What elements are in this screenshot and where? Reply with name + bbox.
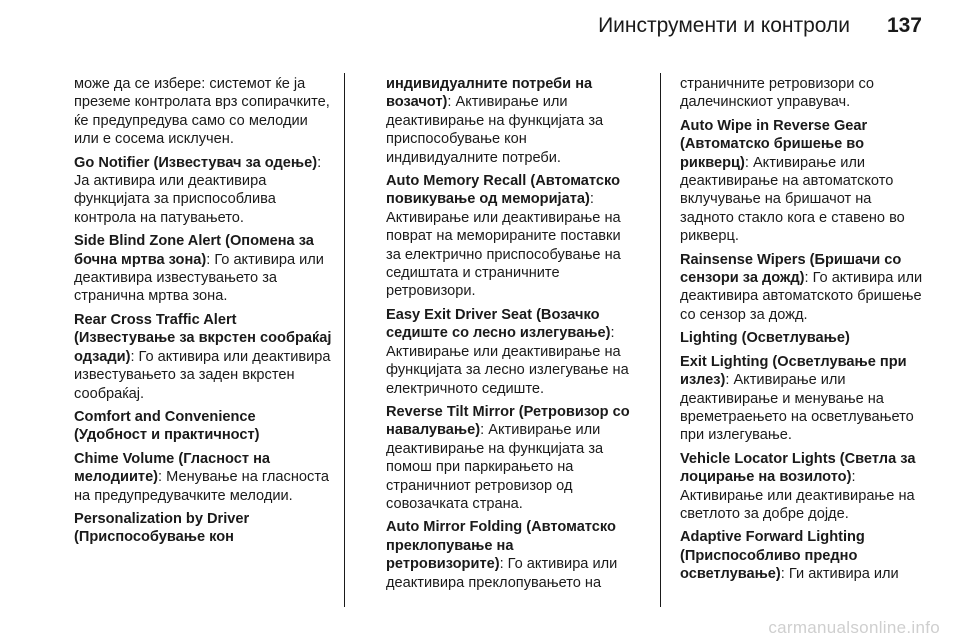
term: Adaptive Forward Lighting (Приспособливо предно осветлување) (680, 529, 865, 583)
description: : Ги активира или (780, 566, 899, 583)
term: Auto Memory Recall (Автоматско повикување од меморијата) (386, 173, 621, 208)
description: : Активирање или деактивирање на поврат на меморираните поставки за електрично приспособување на седиштата и страничните ретровизори. (386, 191, 621, 300)
watermark: carmanualsonline.info (768, 618, 940, 637)
text-column-2 (386, 75, 634, 610)
page-header (0, 0, 960, 56)
description: : Менување на гласноста на предупредувачките мелодии. (74, 469, 329, 504)
paragraph (386, 172, 634, 301)
column-divider (660, 73, 661, 607)
term: Reverse Tilt Mirror (Ретровизор со навалување) (386, 403, 630, 439)
term: Go Notifier (Известувач за одење) (74, 154, 318, 171)
page-number: 137 (886, 14, 922, 37)
description: : Го активира или деактивира известувањето за странична мртва зона. (74, 251, 324, 305)
text-column-1 (74, 75, 332, 610)
description: : Активирање или деактивирање и менување на времетраењето на осветлувањето при излегување. (680, 372, 914, 444)
term: Rear Cross Traffic Alert (Известување за вкрстен сообраќај одзади) (74, 311, 332, 365)
description: : Активирање или деактивирање на автоматското вклучување на бришачот на задното стакло кога е ставено во рикверц. (680, 154, 905, 245)
term: Auto Mirror Folding (Автоматско преклопување на ретровизорите) (386, 519, 616, 573)
term: Comfort and Convenience (Удобност и практичност) (74, 408, 260, 444)
description: : Активирање или деактивирање на светлото за добре дојде. (680, 469, 915, 522)
text-column-3 (680, 75, 926, 610)
term: Rainsense Wipers (Бришачи со сензори за дожд) (680, 251, 902, 287)
description: : Го активира или деактивира преклопувањето на (386, 556, 618, 591)
term: Chime Volume (Гласност на мелодиите) (74, 450, 271, 486)
paragraph (386, 518, 634, 592)
bullet-item (680, 329, 926, 347)
paragraph (74, 232, 332, 306)
description: : Го активира или деактивира автоматското бришење со сензор за дожд. (680, 270, 923, 323)
paragraph (74, 450, 332, 505)
paragraph (386, 306, 634, 398)
section-title: Иинструменти и контроли (598, 14, 850, 37)
term: Exit Lighting (Осветлување при излез) (680, 353, 907, 389)
paragraph: страничните ретровизори со далечинскиот управувач. (680, 76, 875, 111)
description: : Активирање или деактивирање на функцијата за помош при паркирањето на страничниот ретровизор од совозачката страна. (386, 422, 604, 512)
column-divider (344, 73, 345, 607)
paragraph (386, 75, 634, 167)
paragraph: може да се избере: системот ќе ја преземе контролата врз сопирачките, ќе предупредува само со мелодии или е сосема исклучен. (74, 76, 330, 148)
term: Vehicle Locator Lights (Светла за лоцирање на возилото) (680, 450, 916, 486)
description: : Го активира или деактивира известувањето за заден вкрстен сообраќај. (74, 348, 331, 402)
paragraph (74, 510, 332, 547)
description: : Ја активира или деактивира функцијата за приспособлива контрола на патувањето. (74, 154, 322, 226)
term: Auto Wipe in Reverse Gear (Автоматско бришење во рикверц) (680, 117, 868, 171)
description: : Активирање или деактивирање на функцијата за приспособување кон индивидуалните потреби. (386, 94, 604, 166)
term: индивидуалните потреби на возачот) (386, 76, 593, 111)
paragraph (680, 353, 926, 445)
paragraph (680, 528, 926, 583)
paragraph (680, 450, 926, 524)
paragraph (680, 251, 926, 325)
paragraph (74, 154, 332, 228)
paragraph (680, 117, 926, 246)
term: Easy Exit Driver Seat (Возачко седиште со лесно излегување) (386, 306, 611, 342)
term: Personalization by Driver (Приспособување кон (74, 510, 250, 546)
term: Lighting (Осветлување) (680, 330, 850, 347)
term: Side Blind Zone Alert (Опомена за бочна мртва зона) (74, 233, 314, 268)
description: : Активирање или деактивирање на функцијата за лесно излегување на електричното седиште. (386, 325, 629, 397)
paragraph (386, 403, 634, 513)
bullet-item (74, 408, 332, 445)
paragraph (74, 311, 332, 403)
